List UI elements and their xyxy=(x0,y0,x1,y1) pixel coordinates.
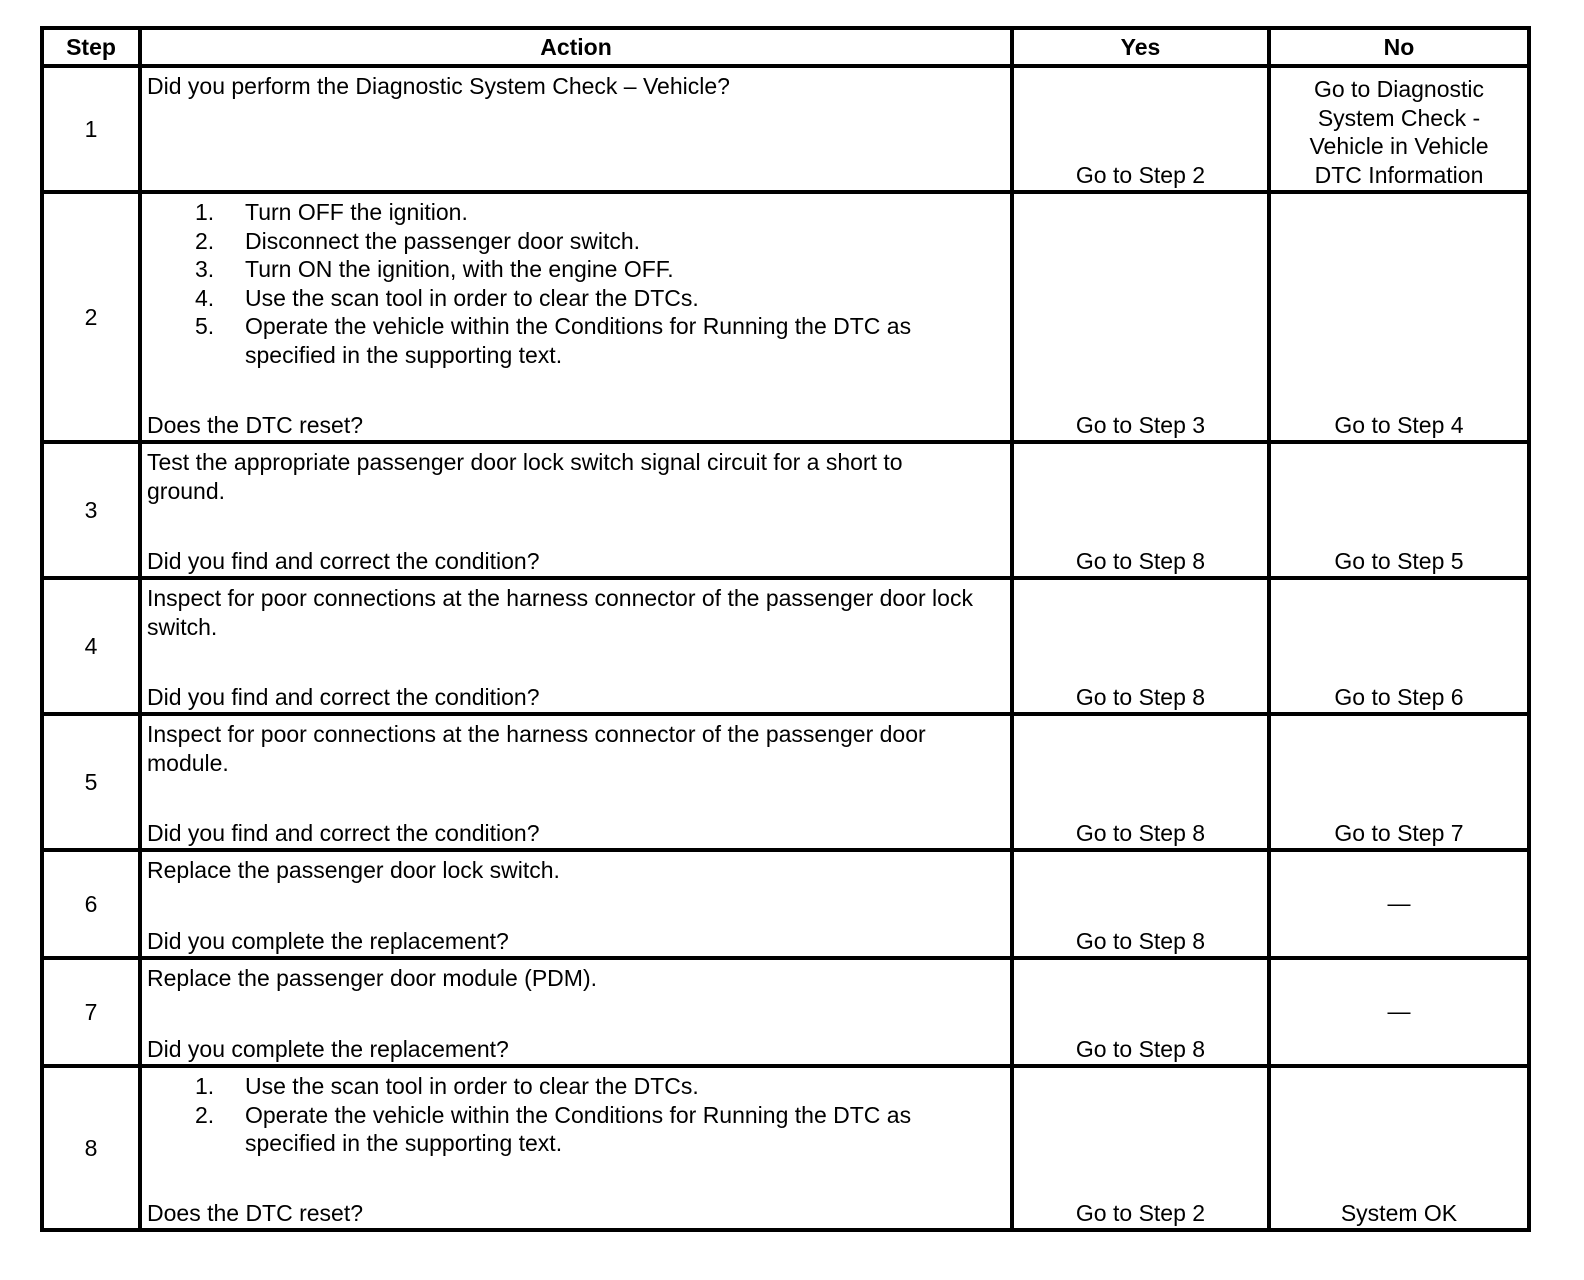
list-item: 4. Use the scan tool in order to clear the DTCs. xyxy=(195,284,699,311)
table-row xyxy=(42,1066,1529,1230)
step-number: 4 xyxy=(42,578,140,714)
step-number: 5 xyxy=(42,714,140,850)
no-cell: — xyxy=(1269,958,1529,1066)
action-cell xyxy=(140,1066,1012,1230)
action-question: Did you find and correct the condition? xyxy=(147,547,540,574)
action-question: Did you complete the replacement? xyxy=(147,1035,509,1062)
action-text: Inspect for poor connections at the harness connector of the passenger door module. xyxy=(147,721,926,776)
action-cell xyxy=(140,850,1012,958)
table-row xyxy=(42,958,1529,1066)
list-item: 2. Disconnect the passenger door switch. xyxy=(195,227,641,254)
action-question: Does the DTC reset? xyxy=(147,1199,364,1226)
header-step: Step xyxy=(42,28,140,66)
table-row xyxy=(42,442,1529,578)
table-row xyxy=(42,850,1529,958)
table-row xyxy=(42,578,1529,714)
yes-cell: Go to Step 2 xyxy=(1012,66,1269,192)
step-number: 3 xyxy=(42,442,140,578)
yes-cell: Go to Step 8 xyxy=(1012,714,1269,850)
action-question: Did you find and correct the condition? xyxy=(147,819,540,846)
diagnostic-table xyxy=(40,26,1531,1232)
yes-cell: Go to Step 8 xyxy=(1012,958,1269,1066)
table-row xyxy=(42,66,1529,192)
step-number: 1 xyxy=(42,66,140,192)
list-item: 1. Use the scan tool in order to clear the DTCs. xyxy=(195,1073,699,1099)
procedure-list xyxy=(147,1072,1006,1158)
no-cell: Go to Diagnostic System Check - Vehicle in Vehicle DTC Information xyxy=(1269,66,1529,192)
header-yes: Yes xyxy=(1012,28,1269,66)
no-cell: System OK xyxy=(1269,1066,1529,1230)
action-text: Did you perform the Diagnostic System Check – Vehicle? xyxy=(147,73,730,99)
yes-cell: Go to Step 8 xyxy=(1012,578,1269,714)
procedure-list xyxy=(147,198,1006,369)
list-item: 2. Operate the vehicle within the Conditions for Running the DTC as specified in the supporting text. xyxy=(195,1101,912,1156)
action-question: Did you find and correct the condition? xyxy=(147,683,540,710)
header-action: Action xyxy=(140,28,1012,66)
action-cell xyxy=(140,714,1012,850)
no-cell: Go to Step 4 xyxy=(1269,192,1529,442)
action-cell xyxy=(140,578,1012,714)
action-cell xyxy=(140,442,1012,578)
action-text: Replace the passenger door lock switch. xyxy=(147,857,560,883)
no-cell: — xyxy=(1269,850,1529,958)
table-row xyxy=(42,714,1529,850)
header-no: No xyxy=(1269,28,1529,66)
yes-cell: Go to Step 8 xyxy=(1012,442,1269,578)
action-cell xyxy=(140,958,1012,1066)
action-text: Replace the passenger door module (PDM). xyxy=(147,965,598,991)
list-item: 5. Operate the vehicle within the Conditions for Running the DTC as specified in the supporting text. xyxy=(195,313,912,368)
yes-cell: Go to Step 2 xyxy=(1012,1066,1269,1230)
action-text: Inspect for poor connections at the harness connector of the passenger door lock switch. xyxy=(147,585,973,640)
list-item: 3. Turn ON the ignition, with the engine OFF. xyxy=(195,256,674,282)
action-question: Did you complete the replacement? xyxy=(147,927,509,954)
no-cell: Go to Step 6 xyxy=(1269,578,1529,714)
no-cell: Go to Step 7 xyxy=(1269,714,1529,850)
step-number: 7 xyxy=(42,958,140,1066)
step-number: 2 xyxy=(42,192,140,442)
list-item: 1. Turn OFF the ignition. xyxy=(195,199,468,225)
step-number: 6 xyxy=(42,850,140,958)
header-row xyxy=(42,28,1529,66)
action-cell xyxy=(140,192,1012,442)
no-cell: Go to Step 5 xyxy=(1269,442,1529,578)
table-row xyxy=(42,192,1529,442)
action-text: Test the appropriate passenger door lock switch signal circuit for a short to ground. xyxy=(147,449,903,504)
action-question: Does the DTC reset? xyxy=(147,411,364,438)
action-cell xyxy=(140,66,1012,192)
yes-cell: Go to Step 8 xyxy=(1012,850,1269,958)
step-number: 8 xyxy=(42,1066,140,1230)
yes-cell: Go to Step 3 xyxy=(1012,192,1269,442)
